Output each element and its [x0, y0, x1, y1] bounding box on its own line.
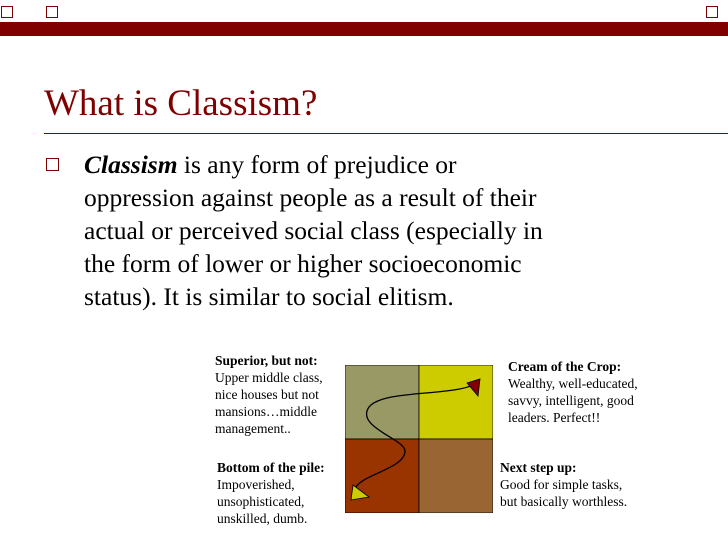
- caption-heading: Superior, but not:: [215, 353, 318, 368]
- bullet-line: the form of lower or higher socioeconomic: [84, 249, 522, 278]
- top-decoration-squares: [0, 6, 728, 22]
- caption-top-left: [215, 352, 323, 437]
- decor-square: [1, 6, 13, 18]
- caption-line: Wealthy, well-educated,: [508, 376, 638, 391]
- decor-square: [46, 6, 58, 18]
- quadrant-top-left: [345, 365, 419, 439]
- caption-line: Upper middle class,: [215, 370, 323, 385]
- caption-line: unskilled, dumb.: [217, 511, 308, 526]
- bullet-line: is any form of prejudice or: [177, 150, 457, 179]
- caption-heading: Cream of the Crop:: [508, 359, 622, 374]
- top-accent-bar: [0, 22, 728, 36]
- caption-line: nice houses but not: [215, 387, 319, 402]
- caption-line: Impoverished,: [217, 477, 295, 492]
- caption-line: unsophisticated,: [217, 494, 305, 509]
- bullet-text: [84, 148, 684, 313]
- bullet-term: Classism: [84, 150, 178, 179]
- quadrant-bottom-right: [419, 439, 493, 513]
- caption-line: savvy, intelligent, good: [508, 393, 634, 408]
- title-divider: [44, 133, 728, 134]
- caption-top-right: [508, 358, 638, 426]
- caption-line: but basically worthless.: [500, 494, 628, 509]
- quadrant-grid: [345, 365, 493, 513]
- square-bullet-icon: [46, 158, 59, 171]
- caption-bottom-left: [217, 459, 325, 527]
- caption-line: mansions…middle: [215, 404, 317, 419]
- caption-line: management..: [215, 421, 291, 436]
- caption-heading: Bottom of the pile:: [217, 460, 325, 475]
- caption-line: leaders. Perfect!!: [508, 410, 601, 425]
- decor-square: [706, 6, 718, 18]
- bullet-line: status). It is similar to social elitism.: [84, 282, 454, 311]
- bullet-line: oppression against people as a result of their: [84, 183, 537, 212]
- quadrant-top-right: [419, 365, 493, 439]
- bullet-line: actual or perceived social class (especially in: [84, 216, 543, 245]
- quadrant-bottom-left: [345, 439, 419, 513]
- caption-heading: Next step up:: [500, 460, 577, 475]
- caption-line: Good for simple tasks,: [500, 477, 623, 492]
- slide-title: What is Classism?: [44, 83, 318, 124]
- caption-bottom-right: [500, 459, 627, 510]
